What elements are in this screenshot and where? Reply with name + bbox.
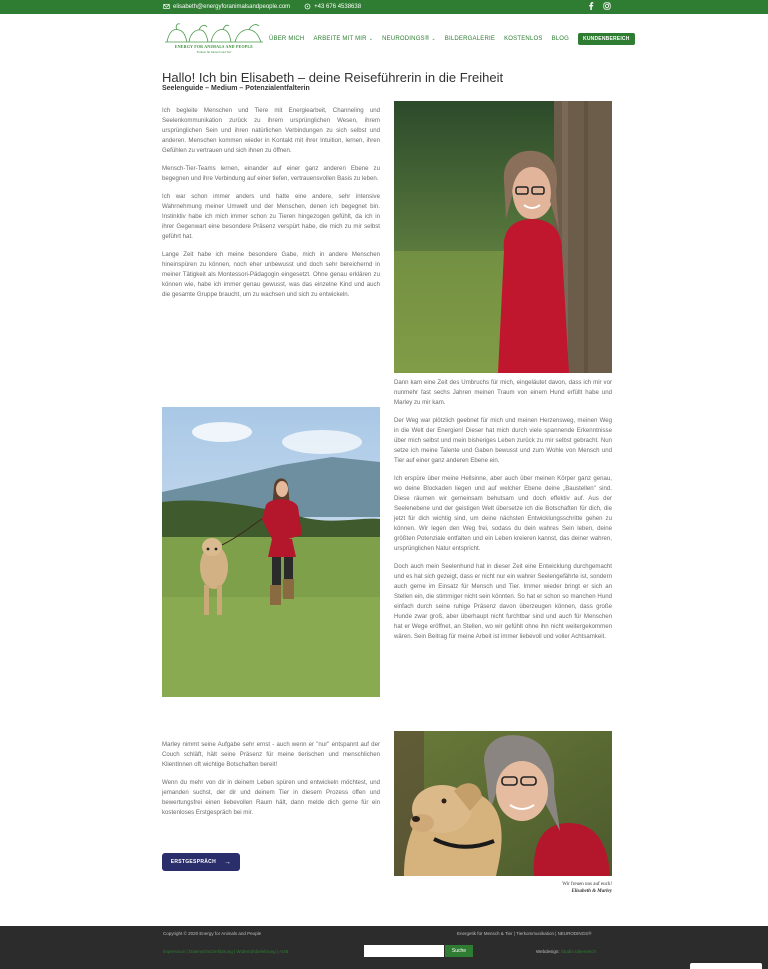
logo-tagline: Freiheit für Mensch und Tier: [196, 50, 232, 54]
logo-animals-drawing: [163, 20, 265, 44]
page-subtitle: Seelenguide – Medium – Potenzialentfalterin: [162, 85, 310, 92]
caption-line-1: Wir freuen uns auf euch!: [562, 882, 612, 887]
caption-line-2: Elisabeth & Marley: [571, 889, 612, 894]
email-link[interactable]: elisabeth@energyforanimalsandpeople.com: [173, 3, 291, 10]
nav-label: ARBEITE MIT MIR: [313, 36, 367, 42]
marley-text: [162, 740, 380, 826]
top-bar: [0, 0, 768, 14]
paragraph: Dann kam eine Zeit des Umbruchs für mich, eingeläutet davon, dass ich mir vor nunmehr fast sechs Jahren meinen Traum von einem Hund erfüllt habe und Marley zu mir kam.: [394, 379, 612, 406]
webdesign-credit: [536, 949, 596, 954]
nav-item-kostenlos[interactable]: [504, 36, 542, 42]
cta-label: ERSTGESPRÄCH: [170, 859, 216, 865]
chevron-down-icon: ⌄: [431, 36, 436, 42]
nav-item-arbeite-mit-mir[interactable]: [313, 36, 373, 42]
legal-links[interactable]: Impressum | Datenschutzerklärung | Widerrufsbelehrung | AGB: [163, 949, 289, 954]
site-footer: [0, 926, 768, 969]
phone-icon: [304, 3, 311, 10]
logo-name: ENERGY FOR ANIMALS AND PEOPLE: [174, 44, 254, 49]
copyright: Copyright © 2020 Energy for Animals and People: [163, 931, 262, 936]
paragraph: Doch auch mein Seelenhund hat in dieser Zeit eine Entwicklung durchgemacht und es hat sich gezeigt, dass er nicht nur ein wahrer Seelengefährte ist, sondern auch gerne im Einsatz für Mensch und Tier. Immer wieder bringt er sich an Stellen ein, die stimmiger nicht sein könnten. So hat er schon so manchen Hund einfach durch seine ruhige Präsenz davon überzeugen können, dass große Hunde zwar groß, aber überhaupt nicht furchtbar sind und auch für Menschen hat er Wege eröffnet, an Stellen, wo wir gefühlt ohne ihn nicht weitergekommen wären. Sein Beitrag für meine Arbeit ist immer liebevoll und voller Achtsamkeit.: [394, 563, 612, 640]
nav-label: KOSTENLOS: [504, 36, 543, 42]
instagram-icon[interactable]: [603, 2, 611, 10]
facebook-icon[interactable]: [588, 2, 594, 10]
webdesign-label: Webdesign:: [536, 949, 560, 954]
erstgespraech-button[interactable]: [162, 853, 240, 871]
page-title: Hallo! Ich bin Elisabeth – deine Reiseführerin in die Freiheit: [162, 70, 504, 85]
nav-item-blog[interactable]: [552, 36, 569, 42]
paragraph: Lange Zeit habe ich meine besondere Gabe, mich in andere Menschen hineinspüren zu können, noch eher unbewusst und doch sehr bereichernd in meiner Tätigkeit als Montessori-Pädagogin eingesetzt. Ohne genau erklären zu können wie, habe ich immer genau gewusst, was das einzelne Kind und auch die gesamte Gruppe braucht, um zu wachsen und sich zu entwickeln.: [162, 251, 380, 298]
intro-text: [162, 106, 380, 308]
photo-elisabeth-walking-dog: [162, 407, 380, 697]
paragraph: Ich erspüre über meine Hellsinne, aber auch über meinen Körper ganz genau, wo deine Blockaden liegen und auf welcher Ebene deine „Baustellen" sind. Diese räumen wir gemeinsam behutsam und doch effektiv auf. Aus der Seelenebene und der geistigen Welt übersetze ich die Botschaften für dich, die jetzt für dich wichtig sind, um deine nächsten Entwicklungsschritte gehen zu können. Wir legen den Weg frei, sodass du dein wahres Sein leben, deine größten Potenziale entfalten und ein Leben kreieren kannst, das deiner wahren, ursprünglichen Natur entspricht.: [394, 475, 612, 552]
nav-label: BLOG: [551, 36, 570, 42]
footer-links[interactable]: Energetik für Mensch & Tier | Tierkommunikation | NEURODINGS®: [457, 931, 592, 936]
nav-item-ueber-mich[interactable]: [269, 36, 304, 42]
main-nav: [269, 33, 644, 45]
photo-caption: [394, 881, 612, 895]
photo-elisabeth-tree: [394, 101, 612, 373]
nav-item-neurodings[interactable]: [382, 36, 436, 42]
site-logo[interactable]: [163, 20, 265, 58]
webdesign-link[interactable]: Studio Ideenreich: [560, 949, 596, 954]
paragraph: Der Weg war plötzlich geebnet für mich und meinen Herzensweg, meinen Weg in die Welt der Energien! Dieser hat mich durch viele spannende Erkenntnisse über mich selbst und mein bisheriges Leben zurück zu mir selbst gebracht. Nun setze ich meine Talente und Gaben bewusst und zum Wohle von Mensch und Tier auf einer ganz anderen Ebene ein.: [394, 417, 612, 464]
contact-info: [163, 3, 361, 10]
nav-label: BILDERGALERIE: [444, 36, 496, 42]
arrow-right-icon: →: [223, 858, 232, 866]
social-links: [588, 2, 611, 10]
phone-link[interactable]: +43 676 4538638: [314, 3, 362, 10]
story-text: [394, 378, 612, 650]
paragraph: Wenn du mehr von dir in deinem Leben spüren und entwickeln möchtest, und jemanden suchst, der dir und deinem Tier in diesem Prozess offen und bewertungsfrei einen liebevollen Raum hält, dann melde dich gerne für ein kostenloses Erstgespräch bei mir.: [162, 779, 380, 816]
site-header: [0, 14, 768, 62]
chevron-down-icon: ⌄: [368, 36, 374, 42]
search-button[interactable]: Suche: [445, 945, 473, 957]
kundenbereich-button[interactable]: KUNDENBEREICH: [578, 33, 635, 45]
nav-item-bildergalerie[interactable]: [445, 36, 495, 42]
paragraph: Ich war schon immer anders und hatte eine andere, sehr intensive Wahrnehmung meiner Umwelt und der Menschen, denen ich begegnet bin. Instinktiv habe ich mich immer schon zu Tieren hingezogen gefühlt, da ich in ihrer Gegenwart eine besondere Präsenz verspürt habe, die mich zu mir selbst geführt hat.: [162, 193, 380, 240]
cookie-tab[interactable]: [690, 963, 762, 969]
paragraph: Marley nimmt seine Aufgabe sehr ernst - auch wenn er "nur" entspannt auf der Couch schläft, hält seine Präsenz für meine tierischen und menschlichen KlientInnen oft wichtige Botschaften bereit!: [162, 741, 380, 768]
nav-label: ÜBER MICH: [269, 36, 305, 42]
paragraph: Ich begleite Menschen und Tiere mit Energiearbeit, Channeling und Seelenkommunikation zurück zu ihrem ursprünglichen Wesen, ihrem ursprünglichen Sein und ihren natürlichen Verbindungen zu sich selbst und anderen. Menschen kommen wieder in Kontakt mit ihrer Intuition, lernen, ihren Gefühlen zu vertrauen und sich ihnen zu öffnen.: [162, 107, 380, 154]
footer-search-input[interactable]: [364, 945, 444, 957]
mail-icon: [163, 3, 170, 10]
nav-label: NEURODINGS®: [382, 36, 430, 42]
paragraph: Mensch-Tier-Teams lernen, einander auf einer ganz anderen Ebene zu begegnen und ihre Verbindung auf einer tiefen, vertrauensvollen Basis zu leben.: [162, 165, 380, 182]
photo-elisabeth-and-marley: [394, 731, 612, 876]
